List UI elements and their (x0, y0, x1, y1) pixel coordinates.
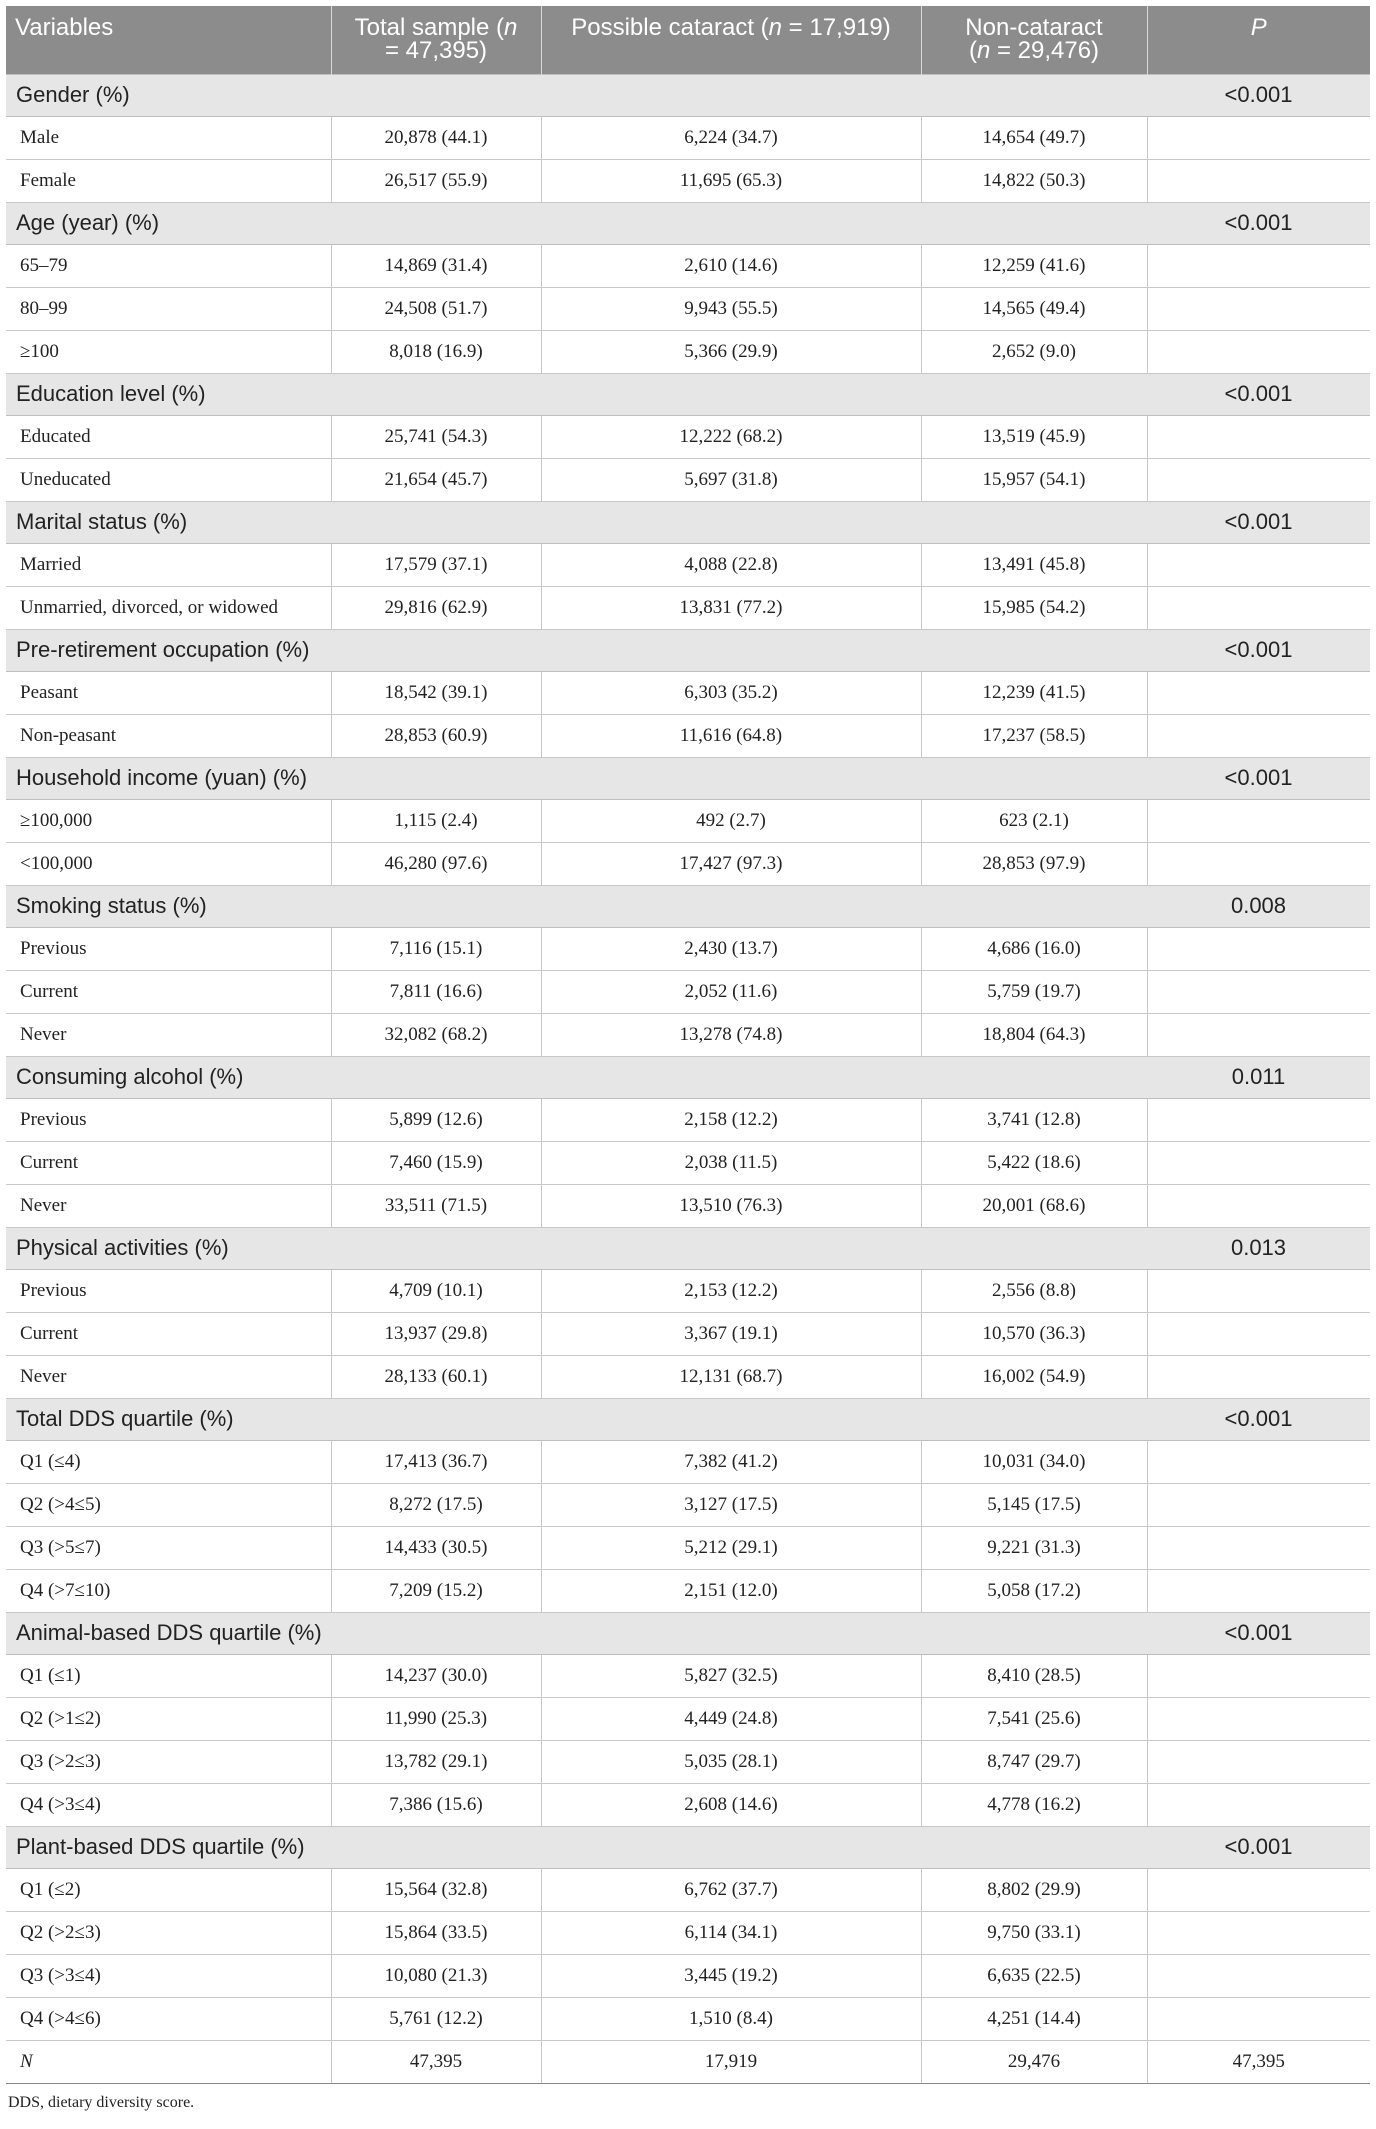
table-row (6, 671, 1370, 714)
cell-possible-cataract: 13,278 (74.8) (541, 1013, 921, 1056)
row-label: Q3 (>5≤7) (6, 1526, 331, 1569)
row-label: Previous (6, 1098, 331, 1141)
cell-p-value-empty (1147, 287, 1370, 330)
cell-p-value-empty (1147, 543, 1370, 586)
cell-total-sample: 14,237 (30.0) (331, 1654, 541, 1697)
cell-non-cataract: 9,750 (33.1) (921, 1911, 1147, 1954)
cell-non-cataract: 15,985 (54.2) (921, 586, 1147, 629)
cell-p-value-empty (1147, 927, 1370, 970)
header-row (6, 6, 1370, 74)
cell-non-cataract: 4,778 (16.2) (921, 1783, 1147, 1826)
table-row (6, 714, 1370, 757)
table-container (6, 6, 1370, 2112)
section-header-row (6, 1227, 1370, 1269)
section-header-row (6, 757, 1370, 799)
row-label: Previous (6, 1269, 331, 1312)
section-p-value: 0.008 (1147, 885, 1370, 927)
table-row (6, 1997, 1370, 2040)
cell-total-sample: 7,811 (16.6) (331, 970, 541, 1013)
cell-possible-cataract: 4,088 (22.8) (541, 543, 921, 586)
table-row (6, 970, 1370, 1013)
table-row (6, 1269, 1370, 1312)
row-label: Never (6, 1355, 331, 1398)
table-row (6, 1440, 1370, 1483)
cell-non-cataract: 28,853 (97.9) (921, 842, 1147, 885)
row-label: Q2 (>2≤3) (6, 1911, 331, 1954)
cell-total-sample: 7,386 (15.6) (331, 1783, 541, 1826)
table-row (6, 159, 1370, 202)
cell-possible-cataract: 3,127 (17.5) (541, 1483, 921, 1526)
cell-total-sample: 8,018 (16.9) (331, 330, 541, 373)
cell-possible-cataract: 9,943 (55.5) (541, 287, 921, 330)
cell-non-cataract: 20,001 (68.6) (921, 1184, 1147, 1227)
table-row (6, 1355, 1370, 1398)
total-n-cataract: 17,919 (541, 2040, 921, 2083)
total-n-non-cataract: 29,476 (921, 2040, 1147, 2083)
cell-non-cataract: 2,556 (8.8) (921, 1269, 1147, 1312)
table-row (6, 287, 1370, 330)
section-header-row (6, 1612, 1370, 1654)
cell-total-sample: 18,542 (39.1) (331, 671, 541, 714)
section-label: Gender (%) (6, 74, 1147, 116)
cell-non-cataract: 13,519 (45.9) (921, 415, 1147, 458)
row-label: Never (6, 1184, 331, 1227)
cell-p-value-empty (1147, 1483, 1370, 1526)
cell-p-value-empty (1147, 1184, 1370, 1227)
cell-p-value-empty (1147, 1997, 1370, 2040)
table-row (6, 586, 1370, 629)
cell-non-cataract: 14,654 (49.7) (921, 116, 1147, 159)
total-n-sample: 47,395 (331, 2040, 541, 2083)
total-n-label: N (6, 2040, 331, 2083)
cell-p-value-empty (1147, 1526, 1370, 1569)
cell-total-sample: 1,115 (2.4) (331, 799, 541, 842)
cell-p-value-empty (1147, 159, 1370, 202)
cell-possible-cataract: 5,827 (32.5) (541, 1654, 921, 1697)
cell-total-sample: 32,082 (68.2) (331, 1013, 541, 1056)
table-row (6, 1013, 1370, 1056)
section-label: Education level (%) (6, 373, 1147, 415)
table-row (6, 842, 1370, 885)
cell-p-value-empty (1147, 1569, 1370, 1612)
cell-total-sample: 26,517 (55.9) (331, 159, 541, 202)
section-p-value: <0.001 (1147, 757, 1370, 799)
cell-p-value-empty (1147, 415, 1370, 458)
table-header (6, 6, 1370, 74)
cell-p-value-empty (1147, 1355, 1370, 1398)
cell-p-value-empty (1147, 116, 1370, 159)
section-header-row (6, 501, 1370, 543)
header-total-sample: Total sample (n = 47,395) (331, 6, 541, 74)
cell-total-sample: 28,133 (60.1) (331, 1355, 541, 1398)
cell-total-sample: 17,579 (37.1) (331, 543, 541, 586)
cell-non-cataract: 4,686 (16.0) (921, 927, 1147, 970)
row-label: Educated (6, 415, 331, 458)
row-label: Q4 (>7≤10) (6, 1569, 331, 1612)
cell-possible-cataract: 6,114 (34.1) (541, 1911, 921, 1954)
cell-possible-cataract: 5,035 (28.1) (541, 1740, 921, 1783)
cell-possible-cataract: 13,831 (77.2) (541, 586, 921, 629)
cell-non-cataract: 8,410 (28.5) (921, 1654, 1147, 1697)
section-header-row (6, 202, 1370, 244)
cell-p-value-empty (1147, 1697, 1370, 1740)
cell-total-sample: 5,899 (12.6) (331, 1098, 541, 1141)
cell-p-value-empty (1147, 1269, 1370, 1312)
table-row (6, 1783, 1370, 1826)
cell-non-cataract: 10,031 (34.0) (921, 1440, 1147, 1483)
header-variables: Variables (6, 6, 331, 74)
row-label: Q4 (>3≤4) (6, 1783, 331, 1826)
section-p-value: <0.001 (1147, 74, 1370, 116)
cell-non-cataract: 2,652 (9.0) (921, 330, 1147, 373)
total-n-row (6, 2040, 1370, 2083)
cell-possible-cataract: 2,052 (11.6) (541, 970, 921, 1013)
cell-total-sample: 46,280 (97.6) (331, 842, 541, 885)
cell-p-value-empty (1147, 586, 1370, 629)
row-label: Female (6, 159, 331, 202)
cell-non-cataract: 7,541 (25.6) (921, 1697, 1147, 1740)
cell-possible-cataract: 1,510 (8.4) (541, 1997, 921, 2040)
cell-total-sample: 15,564 (32.8) (331, 1868, 541, 1911)
cell-total-sample: 13,782 (29.1) (331, 1740, 541, 1783)
cell-possible-cataract: 3,445 (19.2) (541, 1954, 921, 1997)
cell-total-sample: 5,761 (12.2) (331, 1997, 541, 2040)
cell-total-sample: 7,209 (15.2) (331, 1569, 541, 1612)
cell-non-cataract: 8,747 (29.7) (921, 1740, 1147, 1783)
cell-non-cataract: 17,237 (58.5) (921, 714, 1147, 757)
cell-possible-cataract: 2,610 (14.6) (541, 244, 921, 287)
cell-non-cataract: 14,565 (49.4) (921, 287, 1147, 330)
cell-p-value-empty (1147, 714, 1370, 757)
cell-total-sample: 11,990 (25.3) (331, 1697, 541, 1740)
row-label: Never (6, 1013, 331, 1056)
cell-non-cataract: 8,802 (29.9) (921, 1868, 1147, 1911)
cell-non-cataract: 9,221 (31.3) (921, 1526, 1147, 1569)
section-label: Total DDS quartile (%) (6, 1398, 1147, 1440)
cell-non-cataract: 14,822 (50.3) (921, 159, 1147, 202)
cell-p-value-empty (1147, 1312, 1370, 1355)
cell-possible-cataract: 17,427 (97.3) (541, 842, 921, 885)
cell-p-value-empty (1147, 1740, 1370, 1783)
table-row (6, 330, 1370, 373)
cell-p-value-empty (1147, 1954, 1370, 1997)
table-row (6, 543, 1370, 586)
cell-p-value-empty (1147, 1868, 1370, 1911)
section-label: Plant-based DDS quartile (%) (6, 1826, 1147, 1868)
section-label: Marital status (%) (6, 501, 1147, 543)
cell-possible-cataract: 492 (2.7) (541, 799, 921, 842)
section-label: Age (year) (%) (6, 202, 1147, 244)
row-label: Q2 (>1≤2) (6, 1697, 331, 1740)
cell-non-cataract: 4,251 (14.4) (921, 1997, 1147, 2040)
row-label: Unmarried, divorced, or widowed (6, 586, 331, 629)
cell-total-sample: 17,413 (36.7) (331, 1440, 541, 1483)
row-label: Previous (6, 927, 331, 970)
table-row (6, 1526, 1370, 1569)
cell-p-value-empty (1147, 671, 1370, 714)
section-header-row (6, 373, 1370, 415)
section-label: Smoking status (%) (6, 885, 1147, 927)
table-row (6, 415, 1370, 458)
cell-total-sample: 7,116 (15.1) (331, 927, 541, 970)
cell-possible-cataract: 2,151 (12.0) (541, 1569, 921, 1612)
cell-non-cataract: 18,804 (64.3) (921, 1013, 1147, 1056)
cell-possible-cataract: 12,222 (68.2) (541, 415, 921, 458)
cell-non-cataract: 13,491 (45.8) (921, 543, 1147, 586)
cell-total-sample: 20,878 (44.1) (331, 116, 541, 159)
cell-possible-cataract: 2,158 (12.2) (541, 1098, 921, 1141)
total-n-p-column: 47,395 (1147, 2040, 1370, 2083)
cell-non-cataract: 15,957 (54.1) (921, 458, 1147, 501)
cell-total-sample: 25,741 (54.3) (331, 415, 541, 458)
cell-non-cataract: 5,759 (19.7) (921, 970, 1147, 1013)
cell-p-value-empty (1147, 1098, 1370, 1141)
row-label: Current (6, 1141, 331, 1184)
table-row (6, 1654, 1370, 1697)
row-label: Married (6, 543, 331, 586)
cell-total-sample: 4,709 (10.1) (331, 1269, 541, 1312)
row-label: Q1 (≤1) (6, 1654, 331, 1697)
table-row (6, 1184, 1370, 1227)
table-row (6, 1098, 1370, 1141)
cell-possible-cataract: 6,303 (35.2) (541, 671, 921, 714)
row-label: Current (6, 1312, 331, 1355)
section-label: Animal-based DDS quartile (%) (6, 1612, 1147, 1654)
cell-non-cataract: 5,145 (17.5) (921, 1483, 1147, 1526)
table-row (6, 1740, 1370, 1783)
cell-non-cataract: 16,002 (54.9) (921, 1355, 1147, 1398)
cell-total-sample: 21,654 (45.7) (331, 458, 541, 501)
section-p-value: 0.013 (1147, 1227, 1370, 1269)
section-p-value: <0.001 (1147, 373, 1370, 415)
cell-total-sample: 29,816 (62.9) (331, 586, 541, 629)
row-label: Q3 (>2≤3) (6, 1740, 331, 1783)
cell-possible-cataract: 6,224 (34.7) (541, 116, 921, 159)
cell-p-value-empty (1147, 330, 1370, 373)
cell-total-sample: 14,433 (30.5) (331, 1526, 541, 1569)
row-label: Current (6, 970, 331, 1013)
cell-total-sample: 14,869 (31.4) (331, 244, 541, 287)
section-p-value: <0.001 (1147, 501, 1370, 543)
cell-total-sample: 7,460 (15.9) (331, 1141, 541, 1184)
cell-non-cataract: 12,239 (41.5) (921, 671, 1147, 714)
cell-total-sample: 8,272 (17.5) (331, 1483, 541, 1526)
cell-p-value-empty (1147, 970, 1370, 1013)
cell-non-cataract: 623 (2.1) (921, 799, 1147, 842)
table-row (6, 1569, 1370, 1612)
row-label: Peasant (6, 671, 331, 714)
section-p-value: <0.001 (1147, 1612, 1370, 1654)
table-row (6, 1954, 1370, 1997)
section-header-row (6, 74, 1370, 116)
section-label: Pre-retirement occupation (%) (6, 629, 1147, 671)
cell-non-cataract: 12,259 (41.6) (921, 244, 1147, 287)
table-row (6, 1483, 1370, 1526)
row-label: ≥100 (6, 330, 331, 373)
table-row (6, 1697, 1370, 1740)
header-p-value: P (1250, 14, 1267, 41)
cell-total-sample: 24,508 (51.7) (331, 287, 541, 330)
table-row (6, 1141, 1370, 1184)
cell-p-value-empty (1147, 1141, 1370, 1184)
cell-possible-cataract: 5,366 (29.9) (541, 330, 921, 373)
cell-possible-cataract: 13,510 (76.3) (541, 1184, 921, 1227)
section-header-row (6, 1056, 1370, 1098)
cell-non-cataract: 5,058 (17.2) (921, 1569, 1147, 1612)
section-label: Physical activities (%) (6, 1227, 1147, 1269)
header-possible-cataract: Possible cataract (n = 17,919) (541, 6, 921, 74)
row-label: Q1 (≤2) (6, 1868, 331, 1911)
row-label: Uneducated (6, 458, 331, 501)
section-p-value: <0.001 (1147, 202, 1370, 244)
cell-p-value-empty (1147, 1911, 1370, 1954)
cell-p-value-empty (1147, 842, 1370, 885)
section-label: Household income (yuan) (%) (6, 757, 1147, 799)
row-label: Q3 (>3≤4) (6, 1954, 331, 1997)
table-row (6, 1312, 1370, 1355)
header-non-cataract: Non-cataract (n = 29,476) (921, 6, 1147, 74)
cell-possible-cataract: 11,695 (65.3) (541, 159, 921, 202)
cell-non-cataract: 5,422 (18.6) (921, 1141, 1147, 1184)
row-label: 65–79 (6, 244, 331, 287)
section-label: Consuming alcohol (%) (6, 1056, 1147, 1098)
row-label: Q2 (>4≤5) (6, 1483, 331, 1526)
section-p-value: <0.001 (1147, 1826, 1370, 1868)
cell-non-cataract: 3,741 (12.8) (921, 1098, 1147, 1141)
cell-possible-cataract: 7,382 (41.2) (541, 1440, 921, 1483)
cell-possible-cataract: 4,449 (24.8) (541, 1697, 921, 1740)
cell-possible-cataract: 2,608 (14.6) (541, 1783, 921, 1826)
row-label: <100,000 (6, 842, 331, 885)
cell-p-value-empty (1147, 1783, 1370, 1826)
cell-p-value-empty (1147, 458, 1370, 501)
cell-non-cataract: 6,635 (22.5) (921, 1954, 1147, 1997)
cell-non-cataract: 10,570 (36.3) (921, 1312, 1147, 1355)
cell-possible-cataract: 2,430 (13.7) (541, 927, 921, 970)
cell-total-sample: 15,864 (33.5) (331, 1911, 541, 1954)
section-p-value: <0.001 (1147, 1398, 1370, 1440)
table-body (6, 74, 1370, 2083)
table-footnote: DDS, dietary diversity score. (8, 2093, 195, 2111)
row-label: 80–99 (6, 287, 331, 330)
cell-total-sample: 33,511 (71.5) (331, 1184, 541, 1227)
cell-possible-cataract: 2,038 (11.5) (541, 1141, 921, 1184)
section-header-row (6, 1826, 1370, 1868)
table-row (6, 927, 1370, 970)
cell-possible-cataract: 2,153 (12.2) (541, 1269, 921, 1312)
cell-total-sample: 10,080 (21.3) (331, 1954, 541, 1997)
section-p-value: <0.001 (1147, 629, 1370, 671)
cell-p-value-empty (1147, 799, 1370, 842)
cell-p-value-empty (1147, 1440, 1370, 1483)
row-label: ≥100,000 (6, 799, 331, 842)
cell-possible-cataract: 12,131 (68.7) (541, 1355, 921, 1398)
table-row (6, 1868, 1370, 1911)
cell-possible-cataract: 5,212 (29.1) (541, 1526, 921, 1569)
cell-p-value-empty (1147, 244, 1370, 287)
cell-possible-cataract: 3,367 (19.1) (541, 1312, 921, 1355)
row-label: Q4 (>4≤6) (6, 1997, 331, 2040)
cell-p-value-empty (1147, 1013, 1370, 1056)
row-label: Male (6, 116, 331, 159)
cell-total-sample: 13,937 (29.8) (331, 1312, 541, 1355)
row-label: Q1 (≤4) (6, 1440, 331, 1483)
cell-total-sample: 28,853 (60.9) (331, 714, 541, 757)
row-label: Non-peasant (6, 714, 331, 757)
section-header-row (6, 629, 1370, 671)
cell-possible-cataract: 11,616 (64.8) (541, 714, 921, 757)
table-row (6, 1911, 1370, 1954)
table-row (6, 458, 1370, 501)
table-row (6, 116, 1370, 159)
section-header-row (6, 1398, 1370, 1440)
cell-possible-cataract: 6,762 (37.7) (541, 1868, 921, 1911)
section-header-row (6, 885, 1370, 927)
table-row (6, 244, 1370, 287)
table-row (6, 799, 1370, 842)
characteristics-table (6, 6, 1370, 2084)
section-p-value: 0.011 (1147, 1056, 1370, 1098)
cell-p-value-empty (1147, 1654, 1370, 1697)
cell-possible-cataract: 5,697 (31.8) (541, 458, 921, 501)
